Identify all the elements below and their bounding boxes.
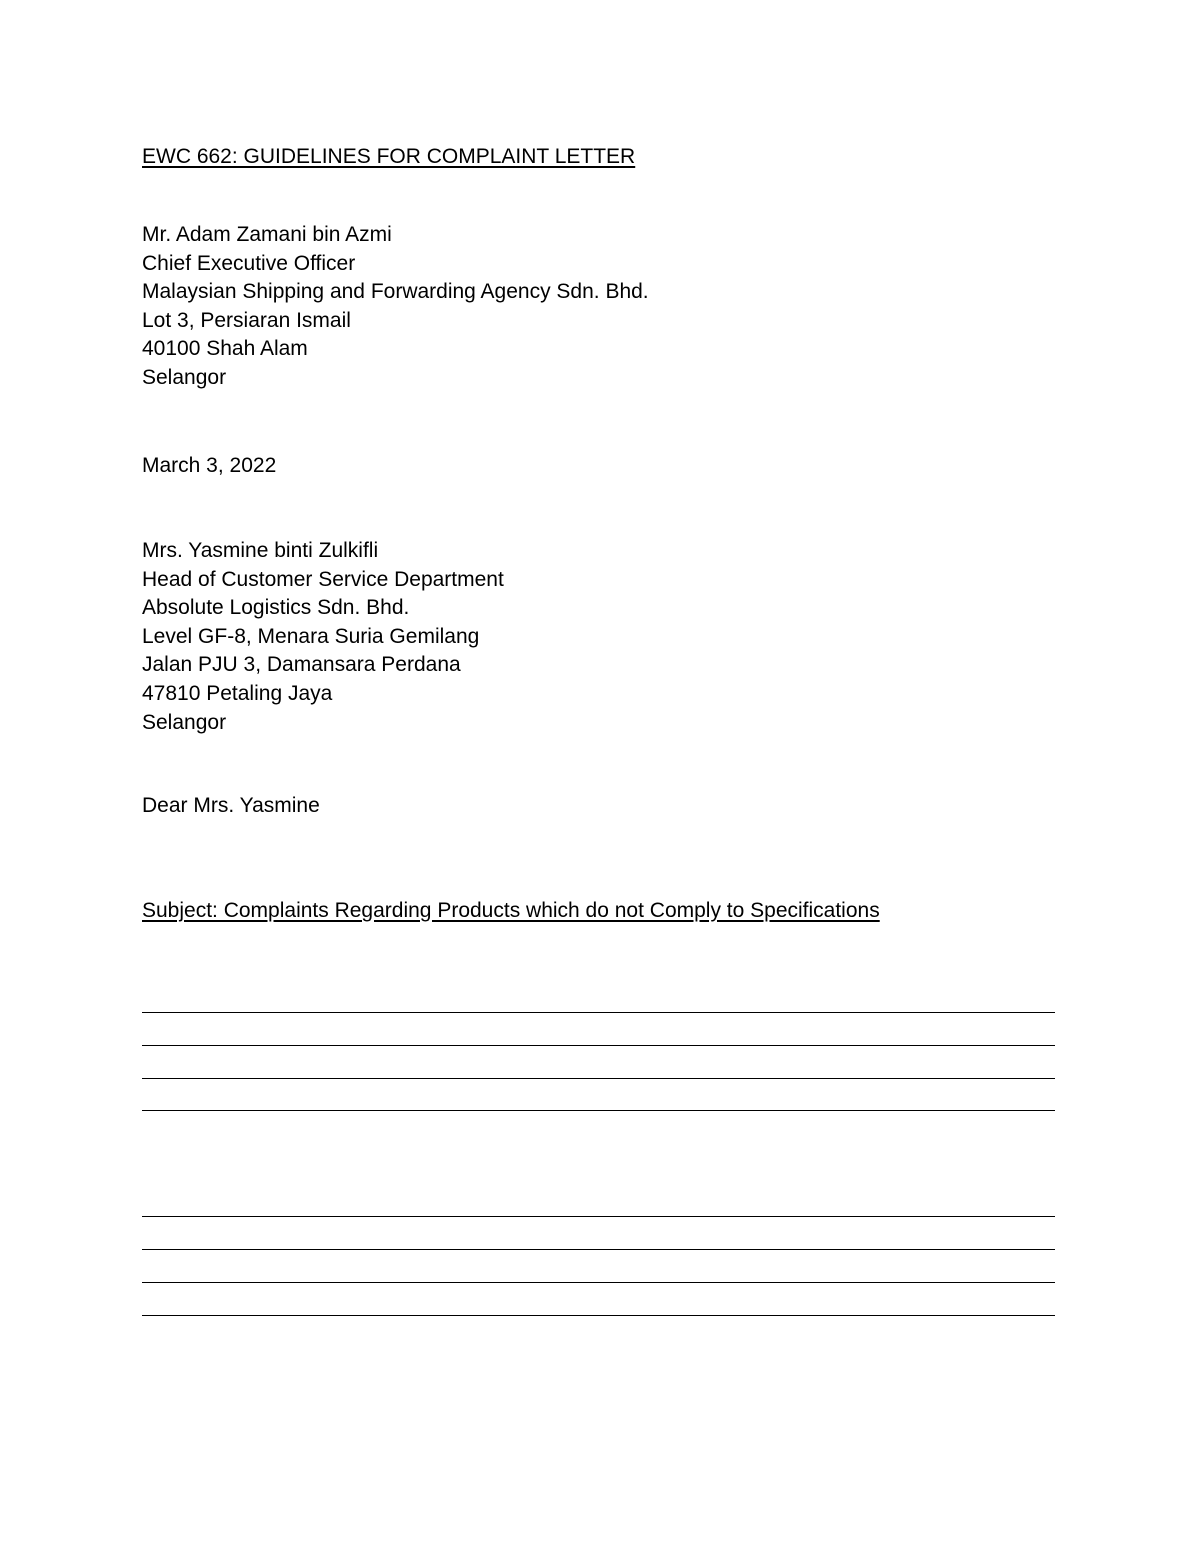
writing-line (142, 1216, 1055, 1217)
subject-line: Subject: Complaints Regarding Products which do not Comply to Specifications (142, 899, 880, 922)
recipient-line: Absolute Logistics Sdn. Bhd. (142, 596, 410, 620)
sender-line: Mr. Adam Zamani bin Azmi (142, 223, 392, 246)
writing-line (142, 1315, 1055, 1316)
writing-line (142, 1045, 1055, 1046)
sender-line: Chief Executive Officer (142, 251, 356, 275)
document-title: EWC 662: GUIDELINES FOR COMPLAINT LETTER (142, 145, 636, 168)
recipient-line: Mrs. Yasmine binti Zulkifli (142, 539, 379, 562)
writing-line (142, 1078, 1055, 1079)
recipient-address (142, 537, 504, 737)
sender-line: 40100 Shah Alam (142, 337, 308, 361)
recipient-line: Head of Customer Service Department (142, 567, 504, 591)
sender-line: Lot 3, Persiaran Ismail (142, 308, 351, 332)
recipient-line: Jalan PJU 3, Damansara Perdana (142, 653, 461, 677)
salutation: Dear Mrs. Yasmine (142, 794, 320, 817)
recipient-line: Selangor (142, 710, 227, 734)
writing-line (142, 1012, 1055, 1013)
sender-line: Selangor (142, 365, 227, 389)
recipient-line: Level GF-8, Menara Suria Gemilang (142, 624, 480, 648)
writing-line (142, 1249, 1055, 1250)
sender-line: Malaysian Shipping and Forwarding Agency Sdn. Bhd. (142, 280, 649, 304)
writing-line (142, 1110, 1055, 1111)
letter-date: March 3, 2022 (142, 454, 277, 477)
sender-address (142, 221, 649, 393)
writing-line (142, 1282, 1055, 1283)
recipient-line: 47810 Petaling Jaya (142, 681, 333, 705)
